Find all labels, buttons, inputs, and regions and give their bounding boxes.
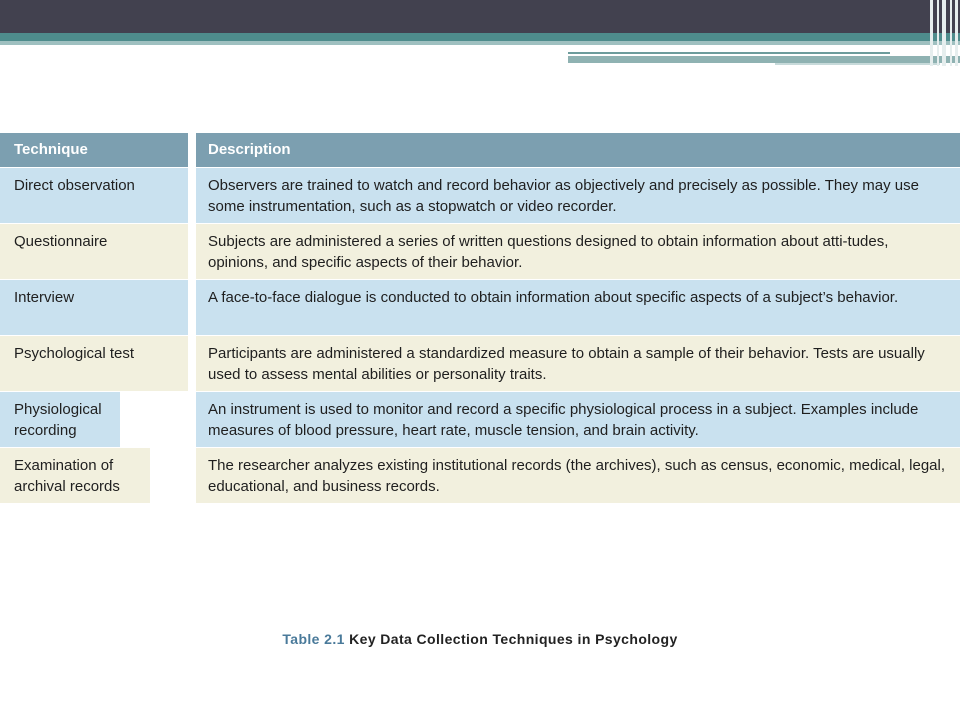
top-band: [0, 0, 960, 33]
technique-cell: Direct observation: [0, 167, 188, 223]
description-cell: Observers are trained to watch and record behavior as objectively and precisely as possible. They may use some instrumentation, such as a stopwatch or video recorder.: [196, 167, 960, 223]
decorative-bar: [930, 0, 933, 66]
caption-title: Key Data Collection Techniques in Psychology: [349, 631, 678, 647]
decorative-line: [568, 52, 890, 54]
techniques-table: [0, 133, 960, 503]
technique-header: Technique: [0, 133, 188, 167]
decorative-line: [568, 56, 960, 63]
description-cell: A face-to-face dialogue is conducted to obtain information about specific aspects of a subject’s behavior.: [196, 279, 960, 335]
accent-stripe: [0, 33, 960, 41]
description-cell: The researcher analyzes existing institutional records (the archives), such as census, economic, medical, legal, educational, and business records.: [196, 447, 960, 503]
table-caption: [0, 631, 960, 647]
accent-stripe-light: [0, 41, 960, 45]
caption-number: Table 2.1: [282, 631, 345, 647]
description-column: [196, 133, 960, 503]
description-header: Description: [196, 133, 960, 167]
technique-cell: Interview: [0, 279, 188, 335]
decorative-bar: [937, 0, 939, 66]
technique-cell: Questionnaire: [0, 223, 188, 279]
decorative-bar: [955, 0, 958, 66]
technique-cell: Psychological test: [0, 335, 188, 391]
decorative-line: [775, 63, 940, 65]
description-cell: An instrument is used to monitor and record a specific physiological process in a subject. Examples include measures of blood pressure, heart rate, muscle tension, and brain activity.: [196, 391, 960, 447]
description-cell: Participants are administered a standardized measure to obtain a sample of their behavior. Tests are usually used to assess mental abilities or personality traits.: [196, 335, 960, 391]
technique-cell: Examination of archival records: [0, 447, 150, 503]
decorative-bar: [950, 0, 952, 66]
technique-cell: Physiological recording: [0, 391, 120, 447]
decorative-bar: [942, 0, 946, 66]
decorative-vertical-bars: [928, 0, 960, 66]
description-cell: Subjects are administered a series of written questions designed to obtain information about atti-tudes, opinions, and specific aspects of their behavior.: [196, 223, 960, 279]
technique-column: [0, 133, 188, 503]
